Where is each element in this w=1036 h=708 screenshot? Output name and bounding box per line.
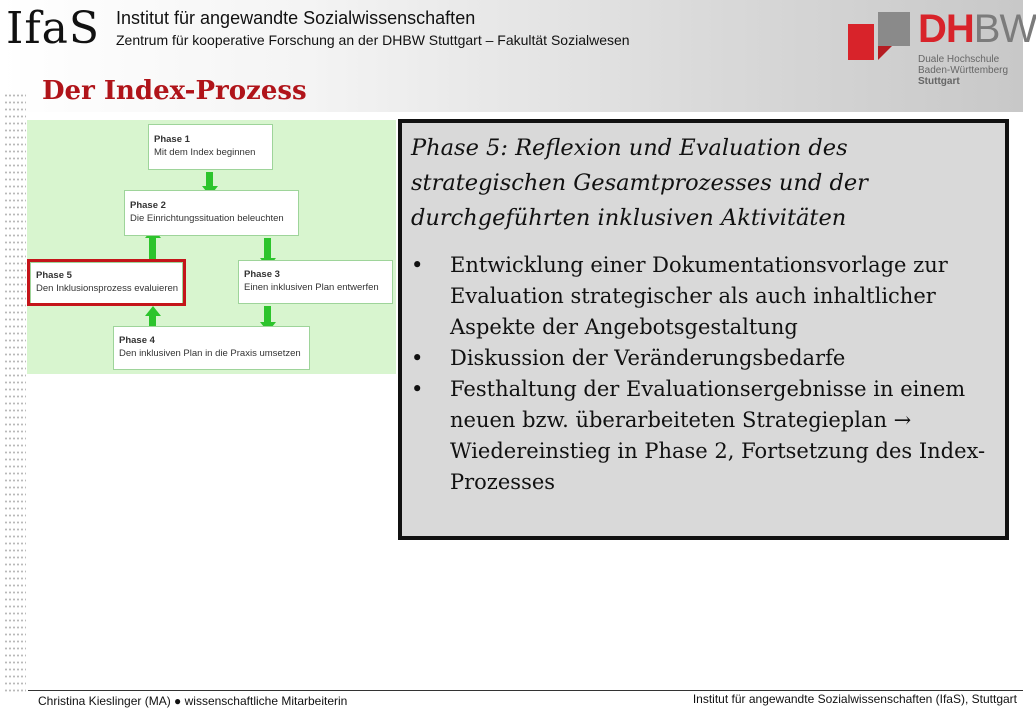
phase-1-label: Phase 1 (154, 134, 190, 145)
phase-3-text: Einen inklusiven Plan entwerfen (244, 282, 379, 293)
phase-5-highlight (27, 259, 186, 306)
bullet-icon: • (411, 253, 424, 277)
phase-2-label: Phase 2 (130, 200, 166, 211)
phase-4-box (113, 326, 310, 370)
phase-5-text: Den Inklusionsprozess evaluieren (36, 283, 179, 294)
slide-title: Der Index-Prozess (42, 76, 307, 106)
phase-1-text: Mit dem Index beginnen (154, 147, 256, 158)
dhbw-line-2: Baden-Württemberg (918, 65, 1009, 76)
dhbw-mark-icon (848, 12, 910, 60)
phase-5-panel (398, 119, 1009, 540)
phase-3-label: Phase 3 (244, 269, 280, 280)
bullet-list (411, 250, 993, 498)
footer-institute: Institut für angewandte Sozialwissenschaften (IfaS), Stuttgart (692, 692, 1017, 706)
panel-heading: Phase 5: Reflexion und Evaluation des strategischen Gesamtprozesses und der durchgeführten inklusiven Aktivitäten (411, 135, 868, 231)
bullet-icon: • (411, 377, 424, 401)
index-process-diagram (27, 120, 396, 374)
list-item: • Diskussion der Veränderungsbedarfe (411, 343, 993, 374)
dhbw-logo (848, 2, 1036, 90)
phase-4-label: Phase 4 (119, 335, 155, 346)
list-item: • Entwicklung einer Dokumentationsvorlage zur Evaluation strategischer als auch inhaltlicher Aspekte der Angebotsgestaltung (411, 250, 993, 343)
dhbw-wordmark: DHBW (918, 7, 1036, 51)
phase-2-text: Die Einrichtungssituation beleuchten (130, 213, 284, 224)
institute-subtitle: Zentrum für kooperative Forschung an der DHBW Stuttgart – Fakultät Sozialwesen (116, 32, 630, 48)
dhbw-line-1: Duale Hochschule (918, 54, 1000, 65)
ifas-logo: IfaS (6, 3, 101, 54)
footer-author: Christina Kieslinger (MA) ● wissenschaftliche Mitarbeiterin (38, 694, 348, 708)
dhbw-line-3: Stuttgart (918, 76, 960, 87)
footer-divider (28, 690, 1023, 691)
phase-1-box (148, 124, 273, 170)
arrow-head-up-icon (145, 306, 161, 316)
institute-name: Institut für angewandte Sozialwissenschaften (116, 8, 476, 28)
list-item: • Festhaltung der Evaluationsergebnisse in einem neuen bzw. überarbeiteten Strategieplan → Wiedereinstieg in Phase 2, Fortsetzung des Index-Prozesses (411, 374, 993, 498)
phase-2-box (124, 190, 299, 236)
decorative-dot-column (4, 92, 26, 696)
phase-3-box (238, 260, 393, 304)
phase-5-label: Phase 5 (36, 270, 72, 281)
phase-4-text: Den inklusiven Plan in die Praxis umsetzen (119, 348, 301, 359)
arrow-phase2-to-phase3 (264, 238, 271, 260)
bullet-icon: • (411, 346, 424, 370)
